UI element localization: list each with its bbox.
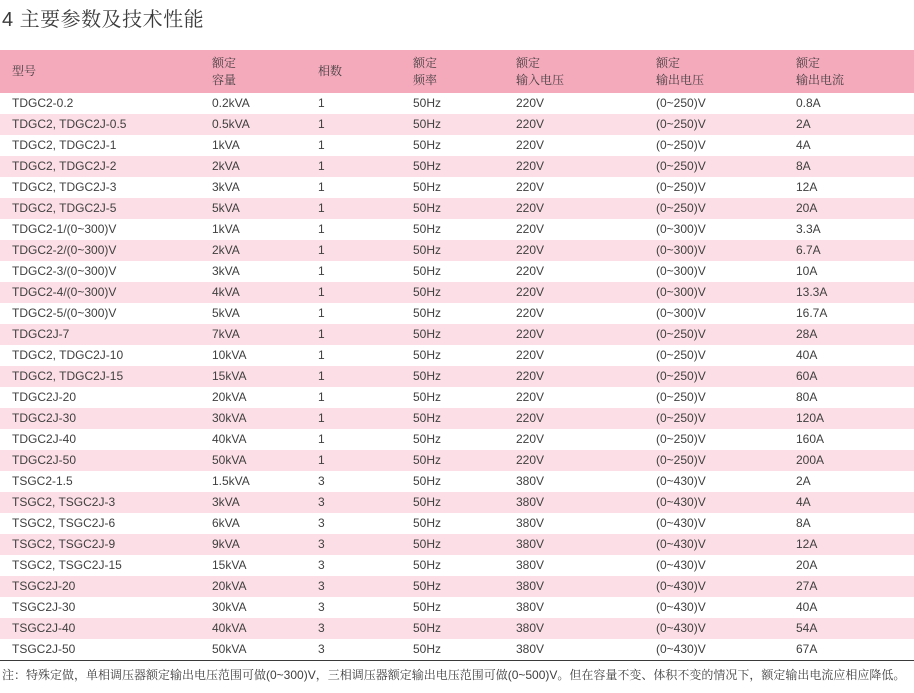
- cell-input-voltage: 220V: [516, 138, 545, 152]
- cell-output-current: 80A: [796, 390, 818, 404]
- cell-capacity: 40kVA: [212, 432, 247, 446]
- footnote-divider: [0, 660, 914, 683]
- cell-model: TSGC2, TSGC2J-9: [12, 537, 116, 551]
- cell-output-voltage: (0~430)V: [656, 537, 706, 551]
- cell-capacity: 1kVA: [212, 138, 240, 152]
- cell-output-current: 4A: [796, 138, 811, 152]
- cell-model: TSGC2, TSGC2J-3: [12, 495, 116, 509]
- table-row: [0, 429, 914, 450]
- cell-output-current: 20A: [796, 201, 818, 215]
- cell-capacity: 4kVA: [212, 285, 240, 299]
- cell-phases: 3: [318, 579, 325, 593]
- cell-frequency: 50Hz: [413, 516, 442, 530]
- cell-input-voltage: 380V: [516, 537, 545, 551]
- cell-capacity: 1kVA: [212, 222, 240, 236]
- table-row: [0, 282, 914, 303]
- cell-input-voltage: 220V: [516, 117, 545, 131]
- cell-input-voltage: 220V: [516, 432, 545, 446]
- cell-model: TDGC2J-30: [12, 411, 77, 425]
- table-row: [0, 576, 914, 597]
- table-row: [0, 261, 914, 282]
- cell-output-voltage: (0~430)V: [656, 474, 706, 488]
- cell-phases: 1: [318, 159, 325, 173]
- cell-output-current: 8A: [796, 159, 811, 173]
- cell-frequency: 50Hz: [413, 327, 442, 341]
- table-row: [0, 177, 914, 198]
- table-row: [0, 93, 914, 114]
- table-row: [0, 114, 914, 135]
- cell-capacity: 50kVA: [212, 642, 247, 656]
- table-row: [0, 618, 914, 639]
- table-row: [0, 303, 914, 324]
- cell-phases: 1: [318, 432, 325, 446]
- cell-output-voltage: (0~250)V: [656, 369, 706, 383]
- cell-output-voltage: (0~300)V: [656, 285, 706, 299]
- cell-phases: 3: [318, 516, 325, 530]
- cell-phases: 1: [318, 348, 325, 362]
- cell-phases: 3: [318, 642, 325, 656]
- cell-frequency: 50Hz: [413, 96, 442, 110]
- cell-output-current: 27A: [796, 579, 818, 593]
- cell-phases: 3: [318, 495, 325, 509]
- col-header-model: 型号: [0, 50, 200, 93]
- cell-input-voltage: 220V: [516, 159, 545, 173]
- cell-input-voltage: 220V: [516, 201, 545, 215]
- table-row: [0, 513, 914, 534]
- cell-capacity: 5kVA: [212, 306, 240, 320]
- cell-output-current: 28A: [796, 327, 818, 341]
- cell-capacity: 9kVA: [212, 537, 240, 551]
- cell-output-voltage: (0~430)V: [656, 600, 706, 614]
- cell-input-voltage: 380V: [516, 495, 545, 509]
- cell-output-voltage: (0~250)V: [656, 411, 706, 425]
- cell-frequency: 50Hz: [413, 348, 442, 362]
- cell-phases: 1: [318, 180, 325, 194]
- cell-phases: 1: [318, 117, 325, 131]
- cell-output-voltage: (0~430)V: [656, 558, 706, 572]
- cell-output-current: 2A: [796, 474, 811, 488]
- cell-frequency: 50Hz: [413, 537, 442, 551]
- cell-frequency: 50Hz: [413, 495, 442, 509]
- cell-capacity: 40kVA: [212, 621, 247, 635]
- cell-frequency: 50Hz: [413, 600, 442, 614]
- cell-phases: 1: [318, 369, 325, 383]
- cell-output-current: 3.3A: [796, 222, 821, 236]
- cell-phases: 1: [318, 96, 325, 110]
- cell-capacity: 15kVA: [212, 558, 247, 572]
- cell-output-voltage: (0~430)V: [656, 516, 706, 530]
- table-row: [0, 240, 914, 261]
- cell-capacity: 10kVA: [212, 348, 247, 362]
- spec-table: [0, 50, 914, 660]
- cell-output-voltage: (0~250)V: [656, 96, 706, 110]
- table-header: [0, 50, 914, 93]
- cell-output-current: 13.3A: [796, 285, 828, 299]
- cell-input-voltage: 220V: [516, 96, 545, 110]
- cell-frequency: 50Hz: [413, 558, 442, 572]
- table-row: [0, 471, 914, 492]
- cell-input-voltage: 380V: [516, 558, 545, 572]
- cell-phases: 1: [318, 411, 325, 425]
- cell-capacity: 7kVA: [212, 327, 240, 341]
- cell-frequency: 50Hz: [413, 201, 442, 215]
- cell-model: TDGC2-0.2: [12, 96, 74, 110]
- cell-capacity: 5kVA: [212, 201, 240, 215]
- cell-frequency: 50Hz: [413, 621, 442, 635]
- cell-frequency: 50Hz: [413, 117, 442, 131]
- cell-output-current: 20A: [796, 558, 818, 572]
- cell-output-voltage: (0~250)V: [656, 348, 706, 362]
- cell-output-current: 60A: [796, 369, 818, 383]
- cell-capacity: 30kVA: [212, 411, 247, 425]
- table-row: [0, 135, 914, 156]
- cell-output-current: 160A: [796, 432, 825, 446]
- cell-output-current: 12A: [796, 180, 818, 194]
- cell-input-voltage: 380V: [516, 600, 545, 614]
- cell-input-voltage: 220V: [516, 411, 545, 425]
- cell-phases: 1: [318, 390, 325, 404]
- cell-frequency: 50Hz: [413, 243, 442, 257]
- cell-model: TDGC2, TDGC2J-15: [12, 369, 124, 383]
- cell-model: TDGC2-3/(0~300)V: [12, 264, 117, 278]
- cell-output-current: 4A: [796, 495, 811, 509]
- cell-model: TSGC2J-20: [12, 579, 76, 593]
- cell-input-voltage: 380V: [516, 516, 545, 530]
- cell-frequency: 50Hz: [413, 306, 442, 320]
- cell-model: TSGC2J-40: [12, 621, 76, 635]
- cell-output-voltage: (0~430)V: [656, 642, 706, 656]
- cell-phases: 1: [318, 264, 325, 278]
- cell-model: TSGC2J-30: [12, 600, 76, 614]
- cell-phases: 1: [318, 243, 325, 257]
- cell-phases: 1: [318, 222, 325, 236]
- table-row: [0, 366, 914, 387]
- cell-input-voltage: 220V: [516, 390, 545, 404]
- cell-output-voltage: (0~250)V: [656, 453, 706, 467]
- cell-frequency: 50Hz: [413, 222, 442, 236]
- cell-input-voltage: 220V: [516, 222, 545, 236]
- cell-frequency: 50Hz: [413, 159, 442, 173]
- col-header-output-voltage: 额定 输出电压: [644, 50, 784, 93]
- cell-model: TSGC2J-50: [12, 642, 76, 656]
- cell-input-voltage: 380V: [516, 474, 545, 488]
- cell-output-voltage: (0~250)V: [656, 180, 706, 194]
- cell-phases: 3: [318, 474, 325, 488]
- cell-frequency: 50Hz: [413, 432, 442, 446]
- col-header-phases: 相数: [306, 50, 401, 93]
- footnote: 注：特殊定做，单相调压器额定输出电压范围可做(0~300)V，三相调压器额定输出电压范围可做(0~500)V。但在容量不变、体积不变的情况下，额定输出电流应相应降低。: [2, 668, 906, 682]
- cell-input-voltage: 220V: [516, 306, 545, 320]
- cell-frequency: 50Hz: [413, 264, 442, 278]
- cell-capacity: 0.5kVA: [212, 117, 250, 131]
- cell-frequency: 50Hz: [413, 474, 442, 488]
- table-row: [0, 198, 914, 219]
- cell-model: TDGC2J-50: [12, 453, 77, 467]
- cell-input-voltage: 220V: [516, 327, 545, 341]
- cell-input-voltage: 220V: [516, 243, 545, 257]
- cell-model: TDGC2-4/(0~300)V: [12, 285, 117, 299]
- cell-model: TSGC2, TSGC2J-6: [12, 516, 116, 530]
- cell-frequency: 50Hz: [413, 180, 442, 194]
- cell-frequency: 50Hz: [413, 390, 442, 404]
- cell-capacity: 2kVA: [212, 159, 240, 173]
- cell-output-voltage: (0~250)V: [656, 327, 706, 341]
- cell-output-current: 2A: [796, 117, 811, 131]
- cell-output-current: 40A: [796, 600, 818, 614]
- table-row: [0, 156, 914, 177]
- table-row: [0, 492, 914, 513]
- cell-phases: 1: [318, 138, 325, 152]
- cell-model: TDGC2J-40: [12, 432, 77, 446]
- cell-model: TDGC2-5/(0~300)V: [12, 306, 117, 320]
- cell-frequency: 50Hz: [413, 411, 442, 425]
- cell-output-current: 40A: [796, 348, 818, 362]
- cell-output-voltage: (0~430)V: [656, 579, 706, 593]
- table-row: [0, 324, 914, 345]
- cell-model: TDGC2, TDGC2J-10: [12, 348, 124, 362]
- page-title: 4 主要参数及技术性能: [2, 9, 205, 31]
- cell-input-voltage: 220V: [516, 348, 545, 362]
- cell-output-current: 6.7A: [796, 243, 821, 257]
- cell-model: TDGC2, TDGC2J-0.5: [12, 117, 127, 131]
- cell-model: TDGC2, TDGC2J-2: [12, 159, 117, 173]
- cell-frequency: 50Hz: [413, 285, 442, 299]
- col-header-frequency: 额定 频率: [401, 50, 504, 93]
- cell-phases: 1: [318, 285, 325, 299]
- cell-capacity: 50kVA: [212, 453, 247, 467]
- cell-model: TDGC2, TDGC2J-1: [12, 138, 117, 152]
- cell-input-voltage: 380V: [516, 642, 545, 656]
- cell-frequency: 50Hz: [413, 579, 442, 593]
- table-row: [0, 345, 914, 366]
- cell-output-current: 10A: [796, 264, 818, 278]
- cell-output-current: 120A: [796, 411, 825, 425]
- cell-output-voltage: (0~300)V: [656, 264, 706, 278]
- cell-input-voltage: 380V: [516, 621, 545, 635]
- cell-output-voltage: (0~250)V: [656, 138, 706, 152]
- cell-phases: 1: [318, 327, 325, 341]
- cell-phases: 1: [318, 201, 325, 215]
- table-row: [0, 597, 914, 618]
- cell-input-voltage: 220V: [516, 285, 545, 299]
- cell-frequency: 50Hz: [413, 138, 442, 152]
- table-header-row: [0, 50, 914, 93]
- cell-output-voltage: (0~300)V: [656, 222, 706, 236]
- cell-capacity: 1.5kVA: [212, 474, 250, 488]
- cell-capacity: 20kVA: [212, 579, 247, 593]
- cell-model: TDGC2, TDGC2J-3: [12, 180, 117, 194]
- table-row: [0, 219, 914, 240]
- cell-output-current: 16.7A: [796, 306, 828, 320]
- table-row: [0, 387, 914, 408]
- cell-capacity: 2kVA: [212, 243, 240, 257]
- cell-input-voltage: 220V: [516, 453, 545, 467]
- table-row: [0, 450, 914, 471]
- cell-capacity: 3kVA: [212, 180, 240, 194]
- cell-model: TDGC2J-20: [12, 390, 77, 404]
- table-body: [0, 93, 914, 660]
- cell-output-current: 12A: [796, 537, 818, 551]
- cell-model: TDGC2-2/(0~300)V: [12, 243, 117, 257]
- cell-model: TDGC2-1/(0~300)V: [12, 222, 117, 236]
- cell-phases: 3: [318, 621, 325, 635]
- cell-frequency: 50Hz: [413, 369, 442, 383]
- cell-output-current: 54A: [796, 621, 818, 635]
- table-row: [0, 408, 914, 429]
- cell-capacity: 3kVA: [212, 495, 240, 509]
- cell-output-current: 200A: [796, 453, 825, 467]
- cell-output-voltage: (0~430)V: [656, 621, 706, 635]
- cell-output-voltage: (0~250)V: [656, 201, 706, 215]
- cell-capacity: 15kVA: [212, 369, 247, 383]
- cell-frequency: 50Hz: [413, 453, 442, 467]
- cell-phases: 1: [318, 306, 325, 320]
- cell-capacity: 6kVA: [212, 516, 240, 530]
- cell-output-voltage: (0~430)V: [656, 495, 706, 509]
- cell-input-voltage: 220V: [516, 369, 545, 383]
- col-header-input-voltage: 额定 输入电压: [504, 50, 644, 93]
- cell-input-voltage: 220V: [516, 180, 545, 194]
- cell-capacity: 20kVA: [212, 390, 247, 404]
- cell-output-voltage: (0~300)V: [656, 306, 706, 320]
- cell-input-voltage: 380V: [516, 579, 545, 593]
- cell-output-current: 67A: [796, 642, 818, 656]
- table-row: [0, 534, 914, 555]
- table-row: [0, 555, 914, 576]
- col-header-output-current: 额定 输出电流: [784, 50, 914, 93]
- cell-frequency: 50Hz: [413, 642, 442, 656]
- cell-model: TDGC2J-7: [12, 327, 70, 341]
- cell-output-voltage: (0~250)V: [656, 390, 706, 404]
- cell-phases: 3: [318, 600, 325, 614]
- table-row: [0, 639, 914, 660]
- cell-model: TSGC2-1.5: [12, 474, 73, 488]
- cell-model: TSGC2, TSGC2J-15: [12, 558, 122, 572]
- cell-output-voltage: (0~250)V: [656, 432, 706, 446]
- cell-capacity: 30kVA: [212, 600, 247, 614]
- cell-capacity: 0.2kVA: [212, 96, 250, 110]
- cell-output-current: 8A: [796, 516, 811, 530]
- cell-phases: 3: [318, 537, 325, 551]
- cell-capacity: 3kVA: [212, 264, 240, 278]
- cell-output-current: 0.8A: [796, 96, 821, 110]
- cell-output-voltage: (0~250)V: [656, 159, 706, 173]
- cell-phases: 3: [318, 558, 325, 572]
- cell-model: TDGC2, TDGC2J-5: [12, 201, 117, 215]
- cell-output-voltage: (0~250)V: [656, 117, 706, 131]
- col-header-capacity: 额定 容量: [200, 50, 306, 93]
- cell-input-voltage: 220V: [516, 264, 545, 278]
- cell-phases: 1: [318, 453, 325, 467]
- cell-output-voltage: (0~300)V: [656, 243, 706, 257]
